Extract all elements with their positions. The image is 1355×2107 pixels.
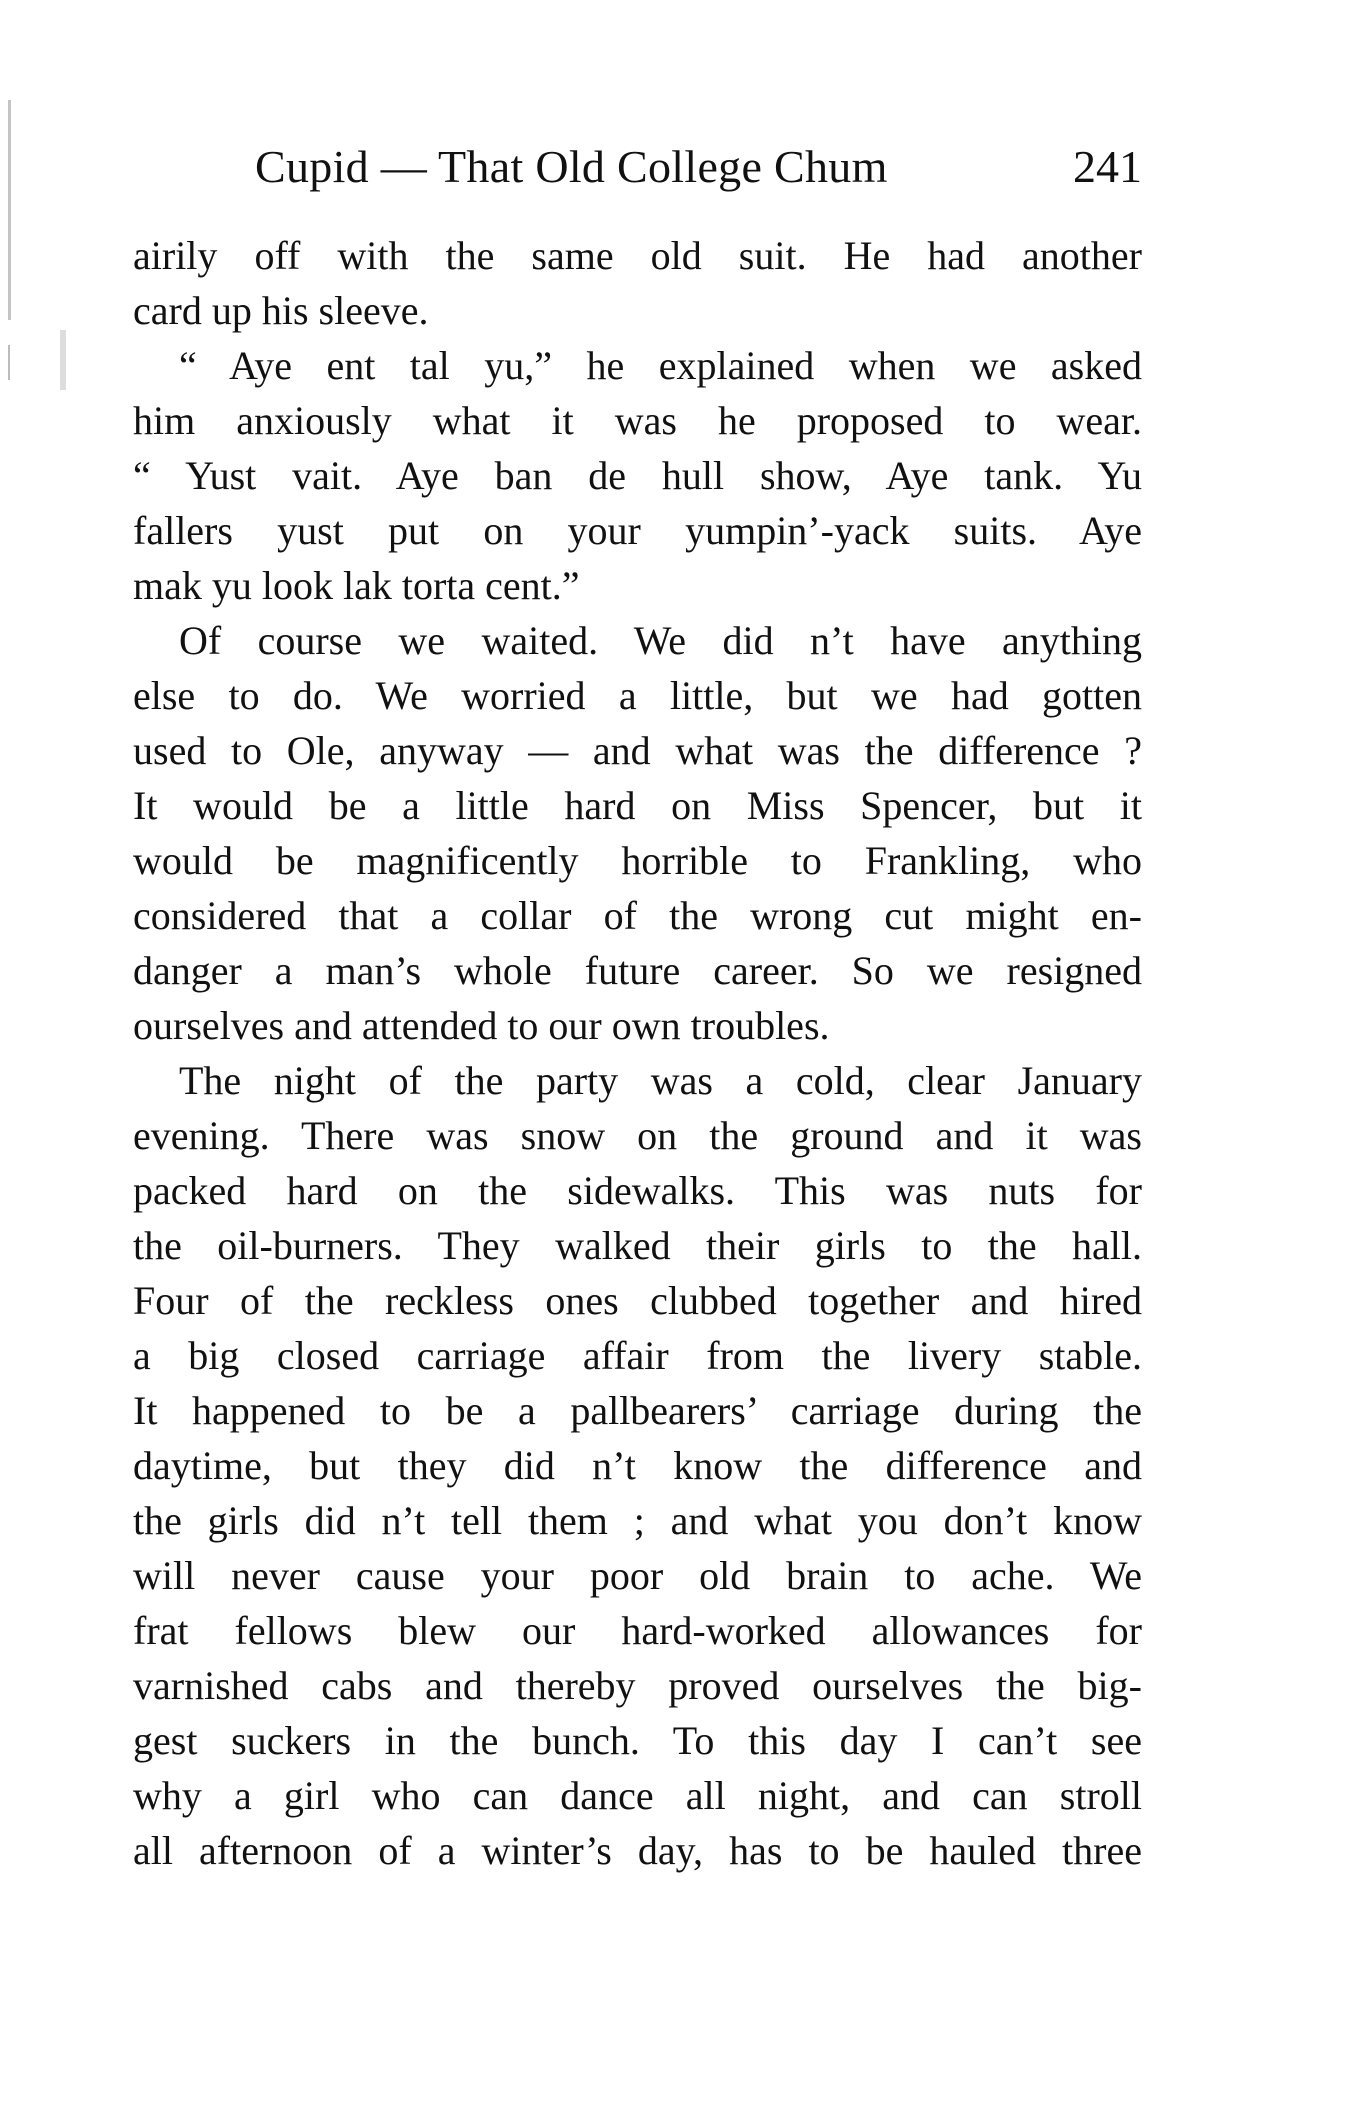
text-line: danger a man’s whole future career. So we resigned — [133, 948, 1142, 993]
text-line: The night of the party was a cold, clear January — [179, 1058, 1142, 1103]
text-line: ourselves and attended to our own troubles. — [133, 1003, 830, 1048]
text-line: would be magnificently horrible to Frankling, who — [133, 838, 1142, 883]
text-line: else to do. We worried a little, but we had gotten — [133, 673, 1142, 718]
page-number: 241 — [1073, 141, 1142, 192]
scan-speck — [8, 100, 11, 320]
text-line: considered that a collar of the wrong cut might en- — [133, 893, 1142, 938]
text-line: mak yu look lak torta cent.” — [133, 563, 580, 608]
text-line: him anxiously what it was he proposed to wear. — [133, 398, 1142, 443]
text-line: all afternoon of a winter’s day, has to be hauled three — [133, 1828, 1142, 1873]
text-line: Four of the reckless ones clubbed together and hired — [133, 1278, 1142, 1323]
text-line: fallers yust put on your yumpin’-yack suits. Aye — [133, 508, 1142, 553]
text-line: daytime, but they did n’t know the difference and — [133, 1443, 1142, 1488]
running-header — [255, 140, 1142, 200]
text-line: “ Aye ent tal yu,” he explained when we asked — [179, 343, 1142, 388]
text-line: frat fellows blew our hard-worked allowances for — [133, 1608, 1142, 1653]
text-line: It would be a little hard on Miss Spencer, but it — [133, 783, 1142, 828]
text-line: the girls did n’t tell them ; and what you don’t know — [133, 1498, 1142, 1543]
text-line: It happened to be a pallbearers’ carriage during the — [133, 1388, 1142, 1433]
text-line: used to Ole, anyway — and what was the difference ? — [133, 728, 1142, 773]
text-line: airily off with the same old suit. He had another — [133, 233, 1142, 278]
text-line: will never cause your poor old brain to ache. We — [133, 1553, 1142, 1598]
text-line: varnished cabs and thereby proved ourselves the big- — [133, 1663, 1142, 1708]
text-line: card up his sleeve. — [133, 288, 429, 333]
scan-speck — [60, 330, 66, 390]
text-line: “ Yust vait. Aye ban de hull show, Aye tank. Yu — [133, 453, 1142, 498]
text-line: why a girl who can dance all night, and can stroll — [133, 1773, 1142, 1818]
text-line: gest suckers in the bunch. To this day I can’t see — [133, 1718, 1142, 1763]
scan-speck — [8, 345, 10, 380]
text-line: evening. There was snow on the ground and it was — [133, 1113, 1142, 1158]
text-line: Of course we waited. We did n’t have anything — [179, 618, 1142, 663]
page-body-text — [133, 228, 1142, 1878]
text-line: packed hard on the sidewalks. This was nuts for — [133, 1168, 1142, 1213]
running-title: Cupid — That Old College Chum — [255, 141, 888, 192]
text-line: the oil-burners. They walked their girls to the hall. — [133, 1223, 1142, 1268]
text-line: a big closed carriage affair from the livery stable. — [133, 1333, 1142, 1378]
